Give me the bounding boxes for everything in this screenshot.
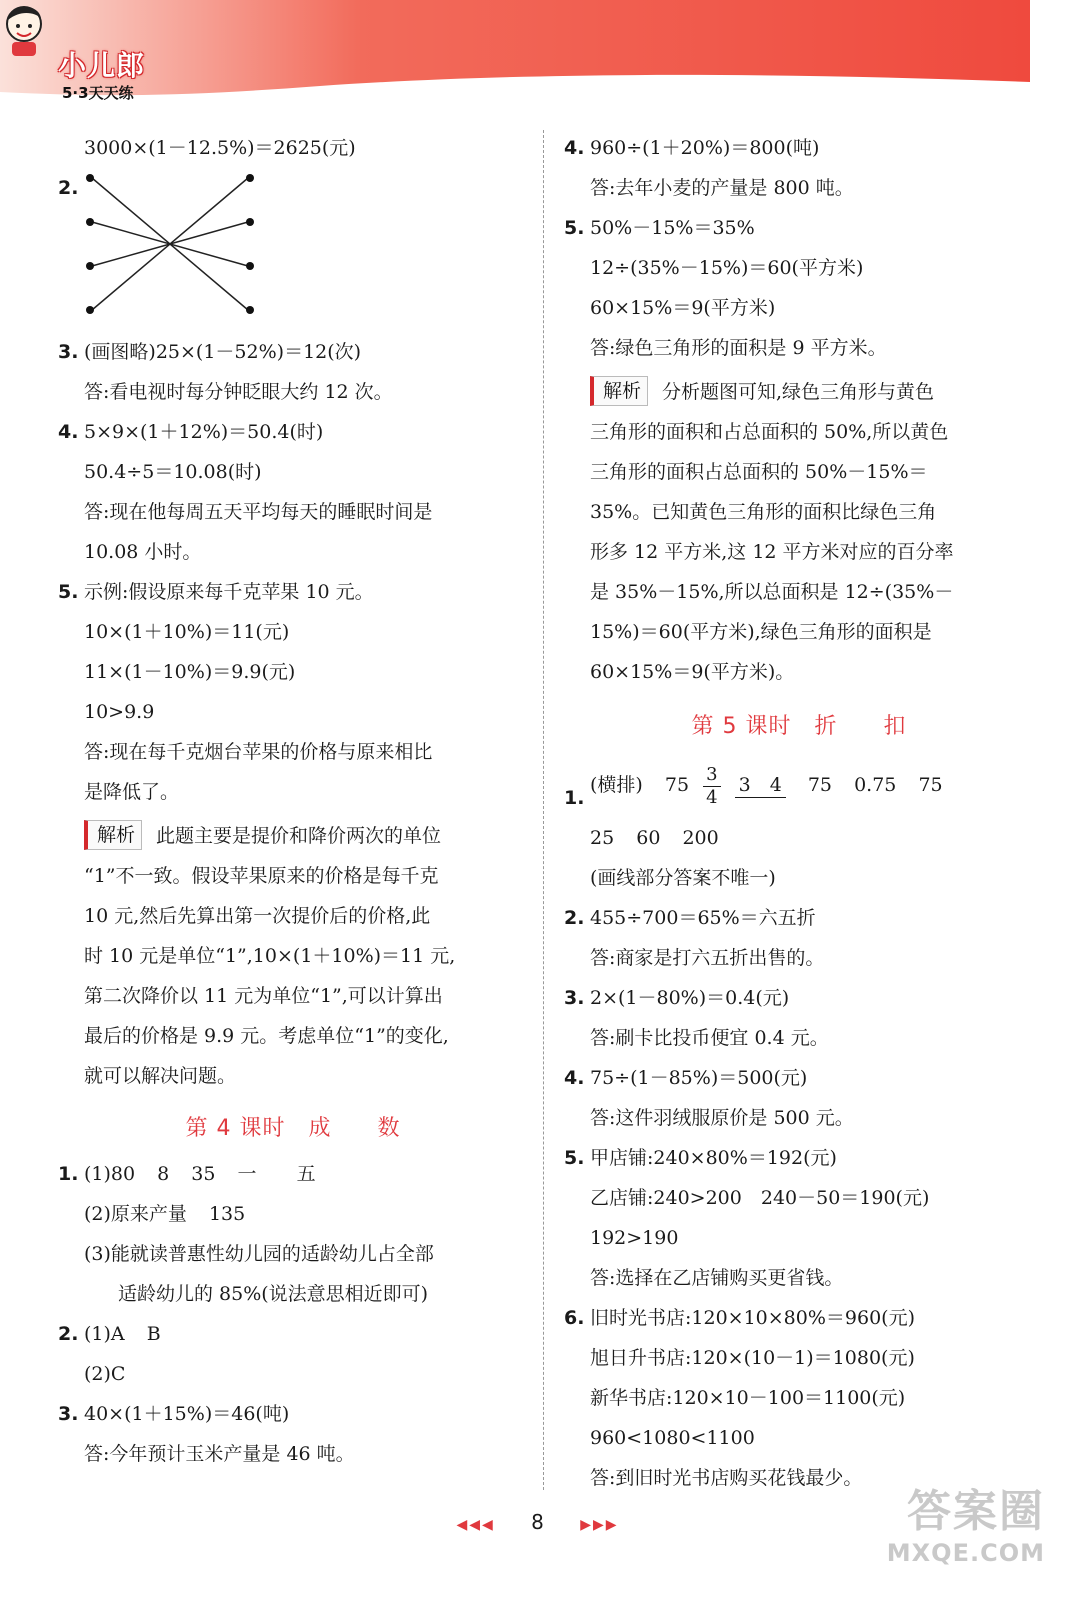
analysis-line: 35%。已知黄色三角形的面积比绿色三角 <box>590 501 937 523</box>
question-5-line-1 <box>58 572 528 612</box>
analysis-text: 分析题图可知,绿色三角形与黄色 <box>662 381 935 403</box>
note-line: (画线部分答案不唯一) <box>590 867 776 889</box>
answer-line: 答:今年预计玉米产量是 46 吨。 <box>84 1443 355 1465</box>
s5-question-1-line-2 <box>564 818 1034 858</box>
equation-line: 60×15%＝9(平方米) <box>590 297 776 319</box>
fraction <box>703 764 720 809</box>
page-number: 8 <box>531 1510 544 1534</box>
equation: (画图略)25×(1－52%)＝12(次) <box>84 341 362 363</box>
answer-line: 答:刷卡比投币便宜 0.4 元。 <box>590 1027 829 1049</box>
question-number: 5. <box>564 217 585 239</box>
row-label: (横排) <box>590 774 643 796</box>
question-number: 5. <box>58 581 79 603</box>
answer-line: 答:去年小麦的产量是 800 吨。 <box>590 177 854 199</box>
equation: 960÷(1＋20%)＝800(吨) <box>590 137 820 159</box>
equation-line: 50.4÷5＝10.08(时) <box>84 461 262 483</box>
equation: 75÷(1－85%)＝500(元) <box>590 1067 808 1089</box>
watermark-text: 答案圈 <box>907 1486 1045 1537</box>
section-title: 第 5 课时 折 扣 <box>691 714 907 739</box>
equation-line: 10×(1＋10%)＝11(元) <box>84 621 290 643</box>
answer-line: (2)C <box>84 1363 126 1385</box>
analysis-line: 就可以解决问题。 <box>84 1065 237 1087</box>
answer-line: 答:到旧时光书店购买花钱最少。 <box>590 1467 863 1489</box>
equation-line: 12÷(35%－15%)＝60(平方米) <box>590 257 864 279</box>
header-banner <box>0 0 1075 100</box>
answer-line: 答:绿色三角形的面积是 9 平方米。 <box>590 337 887 359</box>
equation-line: 旭日升书店:120×(10－1)＝1080(元) <box>590 1347 915 1369</box>
question-number: 2. <box>58 177 79 199</box>
equation: 40×(1＋15%)＝46(吨) <box>84 1403 290 1425</box>
analysis-line: 60×15%＝9(平方米)。 <box>590 661 795 683</box>
question-4-line-1 <box>58 412 528 452</box>
s4-question-2-line-1 <box>58 1314 528 1354</box>
question-number: 2. <box>564 907 585 929</box>
equation-line: 3000×(1－12.5%)＝2625(元) <box>84 137 356 159</box>
answer-value: (1)80 <box>84 1163 136 1185</box>
answer-line: 答:现在每千克烟台苹果的价格与原来相比 <box>84 741 433 763</box>
equation: 旧时光书店:120×10×80%＝960(元) <box>590 1307 916 1329</box>
left-column <box>58 128 528 1474</box>
fraction-denominator: 4 <box>706 786 718 808</box>
answer-line: 10.08 小时。 <box>84 541 202 563</box>
answer-line: (3)能就读普惠性幼儿园的适龄幼儿占全部 <box>84 1243 434 1265</box>
answer-line: 是降低了。 <box>84 781 180 803</box>
equation: 2×(1－80%)＝0.4(元) <box>590 987 790 1009</box>
analysis-line: 形多 12 平方米,这 12 平方米对应的百分率 <box>590 541 954 563</box>
analysis-tag: 解析 <box>590 376 648 406</box>
question-3-line-1 <box>58 332 528 372</box>
question-number: 4. <box>564 137 585 159</box>
answer-value: 五 <box>296 1163 316 1185</box>
question-5-line-1 <box>564 208 1034 248</box>
question-number: 5. <box>564 1147 585 1169</box>
question-number: 2. <box>58 1323 79 1345</box>
equation-line: 11×(1－10%)＝9.9(元) <box>84 661 296 683</box>
analysis-line: 时 10 元是单位“1”,10×(1＋10%)＝11 元, <box>84 945 456 967</box>
answer-value: 35 <box>191 1163 216 1185</box>
underlined-answer: 3 4 <box>735 773 786 798</box>
answer-value: 一 <box>237 1163 257 1185</box>
question-4-line-1 <box>564 128 1034 168</box>
question-2 <box>58 168 528 332</box>
right-column <box>564 128 1034 1498</box>
equation: 甲店铺:240×80%＝192(元) <box>590 1147 837 1169</box>
question-number: 1. <box>58 1163 79 1185</box>
text: 示例:假设原来每千克苹果 10 元。 <box>84 581 374 603</box>
answer-value: 25 <box>590 827 615 849</box>
equation: 50%－15%＝35% <box>590 217 755 239</box>
question-number: 3. <box>58 341 79 363</box>
left-arrows-icon: ◀◀◀ <box>456 1517 495 1533</box>
question-number: 6. <box>564 1307 585 1329</box>
question-number: 4. <box>58 421 79 443</box>
column-divider <box>543 130 544 1490</box>
equation: 455÷700＝65%＝六五折 <box>590 907 816 929</box>
answer-value: 75 <box>807 774 833 796</box>
matching-diagram <box>84 168 284 318</box>
answer-value: 60 <box>636 827 661 849</box>
analysis-line: 三角形的面积占总面积的 50%－15%＝ <box>590 461 928 483</box>
s5-question-5-line-1 <box>564 1138 1034 1178</box>
brand-logo: 小儿郎 <box>58 49 146 82</box>
s5-question-1-line-1 <box>564 752 1034 818</box>
answer-value: 8 <box>157 1163 170 1185</box>
answer-line: 答:现在他每周五天平均每天的睡眠时间是 <box>84 501 433 523</box>
answer-line: 适龄幼儿的 85%(说法意思相近即可) <box>118 1283 429 1305</box>
series-name: 5·3天天练 <box>62 84 134 100</box>
fraction-numerator: 3 <box>703 764 720 787</box>
analysis-line: 10 元,然后先算出第一次提价后的价格,此 <box>84 905 431 927</box>
equation: 5×9×(1＋12%)＝50.4(时) <box>84 421 324 443</box>
question-number: 4. <box>564 1067 585 1089</box>
answer-line: 答:商家是打六五折出售的。 <box>590 947 825 969</box>
analysis-tag: 解析 <box>84 820 142 850</box>
s4-question-1-line-2 <box>58 1194 528 1234</box>
mascot-icon <box>0 0 48 58</box>
analysis-line <box>564 372 1034 412</box>
right-arrows-icon: ▶▶▶ <box>580 1517 619 1533</box>
s4-question-1-line-1 <box>58 1154 528 1194</box>
analysis-text: 此题主要是提价和降价两次的单位 <box>156 825 442 847</box>
answer-value: (1)A <box>84 1323 125 1345</box>
question-number: 3. <box>58 1403 79 1425</box>
answer-value: B <box>146 1323 161 1345</box>
analysis-line: 最后的价格是 9.9 元。考虑单位“1”的变化, <box>84 1025 449 1047</box>
question-number: 1. <box>564 787 585 809</box>
answer-value: 75 <box>918 774 943 796</box>
answer-line: 答:选择在乙店铺购买更省钱。 <box>590 1267 844 1289</box>
s5-question-6-line-1 <box>564 1298 1034 1338</box>
s5-question-4-line-1 <box>564 1058 1034 1098</box>
answer-value: 135 <box>208 1203 246 1225</box>
banner-shape <box>0 0 1075 100</box>
answer-value: (2)原来产量 <box>84 1203 187 1225</box>
s4-question-3-line-1 <box>58 1394 528 1434</box>
section-title: 第 4 课时 成 数 <box>185 1116 401 1141</box>
watermark-logo <box>855 1475 1045 1585</box>
watermark-url: MXQE.COM <box>886 1539 1045 1567</box>
analysis-line: 第二次降价以 11 元为单位“1”,可以计算出 <box>84 985 443 1007</box>
s5-question-3-line-1 <box>564 978 1034 1018</box>
s5-question-2-line-1 <box>564 898 1034 938</box>
equation-line: 10>9.9 <box>84 701 155 723</box>
answer-value: 200 <box>682 827 719 849</box>
analysis-line: 15%)＝60(平方米),绿色三角形的面积是 <box>590 621 932 643</box>
answer-line: 答:这件羽绒服原价是 500 元。 <box>590 1107 854 1129</box>
equation-line: 乙店铺:240>200 240－50＝190(元) <box>590 1187 930 1209</box>
equation-line: 192>190 <box>590 1227 679 1249</box>
answer-value: 0.75 <box>854 774 897 796</box>
question-number: 3. <box>564 987 585 1009</box>
analysis-line <box>58 816 528 856</box>
analysis-line: 三角形的面积和占总面积的 50%,所以黄色 <box>590 421 949 443</box>
analysis-line: 是 35%－15%,所以总面积是 12÷(35%－ <box>590 581 954 603</box>
answer-value: 75 <box>664 774 690 796</box>
equation-line: 新华书店:120×10－100＝1100(元) <box>590 1387 906 1409</box>
equation-line: 960<1080<1100 <box>590 1427 755 1449</box>
answer-line: 答:看电视时每分钟眨眼大约 12 次。 <box>84 381 393 403</box>
analysis-line: “1”不一致。假设苹果原来的价格是每千克 <box>84 865 439 887</box>
